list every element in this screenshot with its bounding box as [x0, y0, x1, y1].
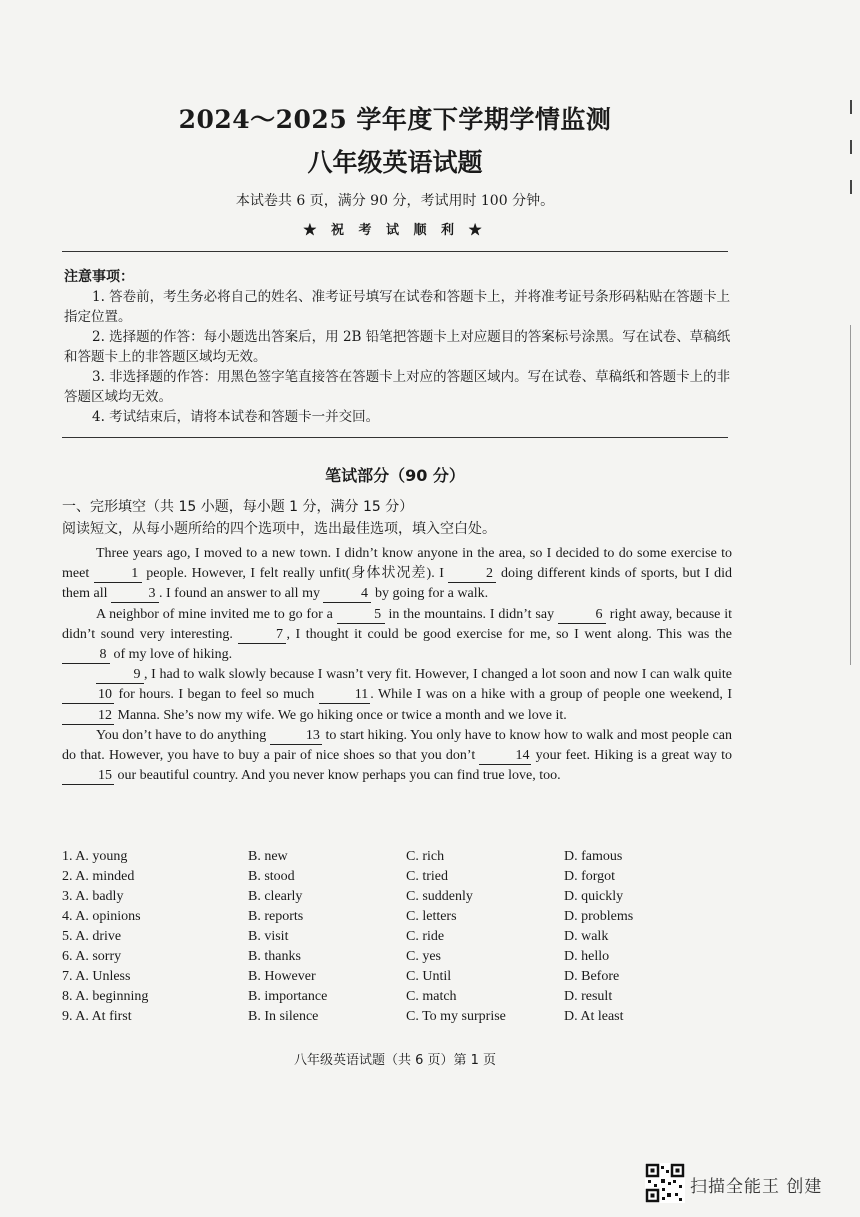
option-row	[62, 989, 684, 1009]
part-instruction: 阅读短文，从每小题所给的四个选项中，选出最佳选项，填入空白处。	[62, 521, 496, 537]
option-cell: D. forgot	[564, 869, 616, 884]
blank-7: 7	[238, 627, 286, 644]
divider-bottom	[62, 437, 728, 438]
option-cell: 8. A. beginning	[62, 989, 149, 1004]
option-cell: D. problems	[564, 909, 634, 924]
option-cell: C. tried	[406, 869, 448, 884]
blank-3: 3	[111, 586, 159, 603]
option-cell: B. stood	[248, 869, 295, 884]
passage-text: in the mountains. I didn’t say	[384, 606, 558, 622]
option-cell: D. At least	[564, 1009, 624, 1024]
option-row	[62, 969, 684, 989]
divider-top	[62, 251, 728, 252]
option-cell: 2. A. minded	[62, 869, 135, 884]
notice-item: 1. 答卷前，考生务必将自己的姓名、准考证号填写在试卷和答题卡上，并将准考证号条形码粘贴在答题卡上指定位置。	[64, 289, 731, 325]
passage-text: , I had to walk slowly because I wasn’t very fit. However, I changed a lot soon and now I can walk quite	[144, 667, 732, 683]
passage-text: Manna. She’s now my wife. We go hiking once or twice a month and we love it.	[114, 707, 567, 723]
notice-item: 2. 选择题的作答：每小题选出答案后，用 2B 铅笔把答题卡上对应题目的答案标号涂黑。写在试卷、草稿纸和答题卡上的非答题区域均无效。	[64, 329, 731, 365]
exam-title-line2: 八年级英语试题	[307, 148, 483, 177]
exam-title-line1: 2024～2025 学年度下学期学情监测	[178, 105, 612, 134]
option-cell: C. suddenly	[406, 889, 473, 904]
passage-text: people. However, I felt really unfit(身体状况差). I	[141, 566, 449, 582]
edge-mark	[850, 325, 851, 665]
passage-text: to start hiking. You only have to know how to walk and most people can do that. However, you have to buy a pair of nice shoes so that you don’t	[62, 727, 732, 764]
option-cell: 9. A. At first	[62, 1009, 132, 1024]
options-table	[62, 849, 684, 1029]
option-cell: B. visit	[248, 929, 289, 944]
passage-text: by going for a walk.	[371, 586, 489, 602]
option-cell: D. hello	[564, 949, 610, 964]
blank-4: 4	[323, 586, 371, 603]
blank-1: 1	[94, 566, 142, 583]
blank-8: 8	[62, 647, 110, 664]
option-cell: B. reports	[248, 909, 304, 924]
option-row	[62, 1009, 684, 1029]
option-cell: 6. A. sorry	[62, 949, 122, 964]
option-cell: 7. A. Unless	[62, 969, 131, 984]
option-cell: C. letters	[406, 909, 457, 924]
passage-paragraph	[62, 726, 732, 787]
passage-text: Three years ago, I moved to a new town. I didn’t know anyone in the area, so I decided to do some exercise to meet	[62, 546, 732, 582]
passage-paragraph	[62, 665, 732, 726]
blank-14: 14	[479, 748, 531, 765]
passage-text: your feet. Hiking is a great way to	[531, 748, 732, 764]
option-cell: C. ride	[406, 929, 445, 944]
passage-text: right away, because it didn’t sound very interesting.	[62, 606, 732, 642]
notice-item: 3. 非选择题的作答：用黑色签字笔直接答在答题卡上对应的答题区域内。写在试卷、草稿纸和答题卡上的非答题区域均无效。	[64, 369, 731, 405]
option-row	[62, 889, 684, 909]
passage-text: our beautiful country. And you never know perhaps you can find true love, too.	[114, 768, 561, 784]
edge-mark	[850, 100, 852, 114]
option-cell: D. quickly	[564, 889, 624, 904]
part-title: 一、完形填空（共 15 小题，每小题 1 分，满分 15 分）	[62, 499, 414, 515]
option-cell: C. yes	[406, 949, 441, 964]
option-cell: D. famous	[564, 849, 623, 864]
option-cell: B. clearly	[248, 889, 303, 904]
option-cell: B. In silence	[248, 1009, 319, 1024]
passage-text: . I found an answer to all my	[159, 586, 324, 602]
blank-6: 6	[558, 607, 606, 624]
page-footer: 八年级英语试题（共 6 页）第 1 页	[293, 1053, 497, 1068]
blank-5: 5	[337, 607, 385, 624]
passage-text: doing different kinds of sports, but I did them all	[62, 566, 732, 602]
option-row	[62, 929, 684, 949]
blank-9: 9	[96, 667, 144, 684]
passage-paragraph	[62, 544, 732, 605]
option-row	[62, 849, 684, 869]
blank-10: 10	[62, 687, 114, 704]
blank-15: 15	[62, 768, 114, 785]
option-cell: B. importance	[248, 989, 328, 1004]
option-row	[62, 869, 684, 889]
notice-item: 4. 考试结束后，请将本试卷和答题卡一并交回。	[92, 409, 380, 425]
option-cell: 3. A. badly	[62, 889, 124, 904]
passage-text: for hours. I began to feel so much	[114, 687, 319, 703]
option-cell: 5. A. drive	[62, 929, 122, 944]
option-cell: C. rich	[406, 849, 445, 864]
option-cell: C. To my surprise	[406, 1009, 506, 1024]
good-luck-wish: ★ 祝 考 试 顺 利 ★	[303, 223, 487, 238]
option-cell: D. result	[564, 989, 613, 1004]
option-cell: B. new	[248, 849, 288, 864]
edge-mark	[850, 180, 852, 194]
option-row	[62, 909, 684, 929]
option-row	[62, 949, 684, 969]
qr-code-icon	[645, 1163, 685, 1203]
exam-info: 本试卷共 6 页，满分 90 分，考试用时 100 分钟。	[235, 193, 555, 209]
notice-list	[64, 287, 732, 427]
option-cell: B. thanks	[248, 949, 301, 964]
edge-mark	[850, 140, 852, 154]
option-cell: 4. A. opinions	[62, 909, 141, 924]
passage-text: . While I was on a hike with a group of people one weekend, I	[370, 687, 732, 703]
notice-title: 注意事项：	[64, 269, 134, 285]
passage-text: of my love of hiking.	[110, 647, 233, 663]
cloze-passage	[62, 544, 732, 786]
blank-11: 11	[319, 687, 370, 704]
passage-paragraph	[62, 605, 732, 666]
section-title: 笔试部分（90 分）	[325, 466, 465, 485]
passage-text: , I thought it could be good exercise for me, so I went along. This was the	[286, 626, 732, 642]
option-cell: B. However	[248, 969, 316, 984]
blank-2: 2	[448, 566, 496, 583]
option-cell: 1. A. young	[62, 849, 128, 864]
scanner-watermark: 扫描全能王 创建	[690, 1177, 823, 1197]
option-cell: C. match	[406, 989, 457, 1004]
passage-text: A neighbor of mine invited me to go for a	[96, 606, 337, 622]
blank-12: 12	[62, 708, 114, 725]
passage-text: You don’t have to do anything	[96, 727, 270, 743]
blank-13: 13	[270, 728, 322, 745]
option-cell: D. Before	[564, 969, 620, 984]
option-cell: C. Until	[406, 969, 452, 984]
option-cell: D. walk	[564, 929, 609, 944]
